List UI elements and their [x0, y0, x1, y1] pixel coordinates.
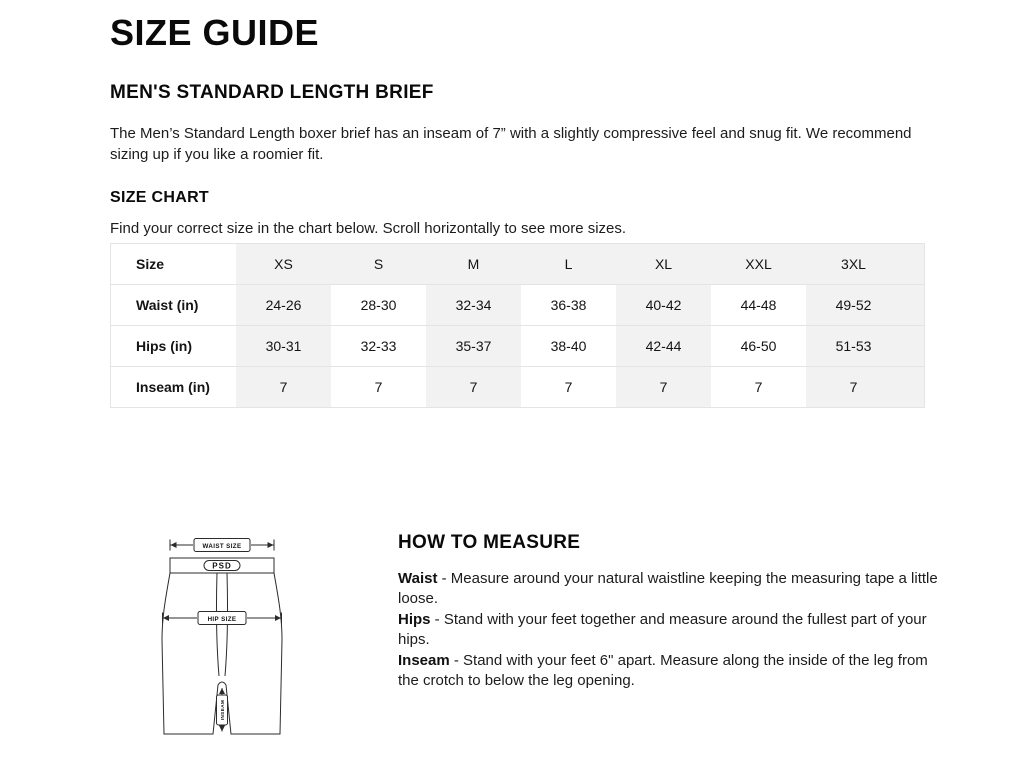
table-row-waist	[111, 285, 925, 326]
table-cell: 32-34	[426, 285, 521, 326]
table-cell: 24-26	[236, 285, 331, 326]
table-header-xl: XL	[616, 244, 711, 285]
table-header-3xl: 3XL	[806, 244, 901, 285]
hip-size-label: HIP SIZE	[207, 615, 237, 623]
table-cell: 28-30	[331, 285, 426, 326]
how-to-measure-section	[398, 532, 938, 691]
table-cell: 7	[236, 367, 331, 408]
how-to-measure-heading: HOW TO MEASURE	[398, 532, 581, 553]
how-to-term-inseam: Inseam	[398, 651, 450, 669]
table-cell: 7	[711, 367, 806, 408]
table-header-s: S	[331, 244, 426, 285]
table-header-m: M	[426, 244, 521, 285]
size-chart-table	[111, 244, 925, 407]
psd-logo: PSD	[212, 561, 232, 571]
table-header-size: Size	[111, 244, 236, 285]
table-cell: 7	[426, 367, 521, 408]
boxer-brief-diagram	[152, 538, 292, 743]
inseam-label: INSEAM	[220, 699, 226, 721]
table-cell: 38-40	[521, 326, 616, 367]
table-cell: 51-53	[806, 326, 901, 367]
intro-text: The Men’s Standard Length boxer brief has an inseam of 7” with a slightly compressive feel and snug fit. We recommend sizing up if you like a roomier fit.	[110, 125, 912, 163]
table-clipped-column	[901, 244, 925, 285]
table-header-row	[111, 244, 925, 285]
table-cell: 35-37	[426, 326, 521, 367]
table-row-inseam	[111, 367, 925, 408]
how-to-text-inseam: - Stand with your feet 6" apart. Measure along the inside of the leg from the crotch to below the leg opening.	[398, 651, 928, 690]
table-cell: 7	[616, 367, 711, 408]
row-label-waist: Waist (in)	[111, 285, 236, 326]
page-title: SIZE GUIDE	[110, 12, 320, 53]
table-cell: 46-50	[711, 326, 806, 367]
table-cell: 7	[521, 367, 616, 408]
how-to-text-hips: - Stand with your feet together and measure around the fullest part of your hips.	[398, 610, 927, 649]
size-chart-instruction: Find your correct size in the chart below. Scroll horizontally to see more sizes.	[110, 220, 627, 237]
table-cell: 7	[806, 367, 901, 408]
table-cell: 30-31	[236, 326, 331, 367]
how-to-item-inseam	[398, 651, 938, 692]
size-chart-scroll-area[interactable]	[110, 243, 925, 408]
how-to-term-waist: Waist	[398, 570, 438, 587]
table-header-xs: XS	[236, 244, 331, 285]
how-to-term-hips: Hips	[398, 610, 431, 628]
waist-size-label: WAIST SIZE	[202, 542, 242, 550]
table-clipped-column	[901, 285, 925, 326]
row-label-hips: Hips (in)	[111, 326, 236, 367]
table-cell: 36-38	[521, 285, 616, 326]
how-to-text-waist: - Measure around your natural waistline keeping the measuring tape a little loose.	[398, 570, 938, 608]
table-row-hips	[111, 326, 925, 367]
how-to-item-waist	[398, 569, 938, 610]
table-header-l: L	[521, 244, 616, 285]
row-label-inseam: Inseam (in)	[111, 367, 236, 408]
table-header-xxl: XXL	[711, 244, 806, 285]
table-clipped-column	[901, 367, 925, 408]
table-cell: 42-44	[616, 326, 711, 367]
table-clipped-column	[901, 326, 925, 367]
table-cell: 40-42	[616, 285, 711, 326]
boxer-brief-illustration	[152, 538, 292, 743]
table-cell: 32-33	[331, 326, 426, 367]
how-to-item-hips	[398, 610, 938, 651]
size-chart-heading: SIZE CHART	[110, 189, 209, 206]
table-cell: 44-48	[711, 285, 806, 326]
table-cell: 7	[331, 367, 426, 408]
table-cell: 49-52	[806, 285, 901, 326]
product-subtitle: MEN'S STANDARD LENGTH BRIEF	[110, 82, 434, 103]
